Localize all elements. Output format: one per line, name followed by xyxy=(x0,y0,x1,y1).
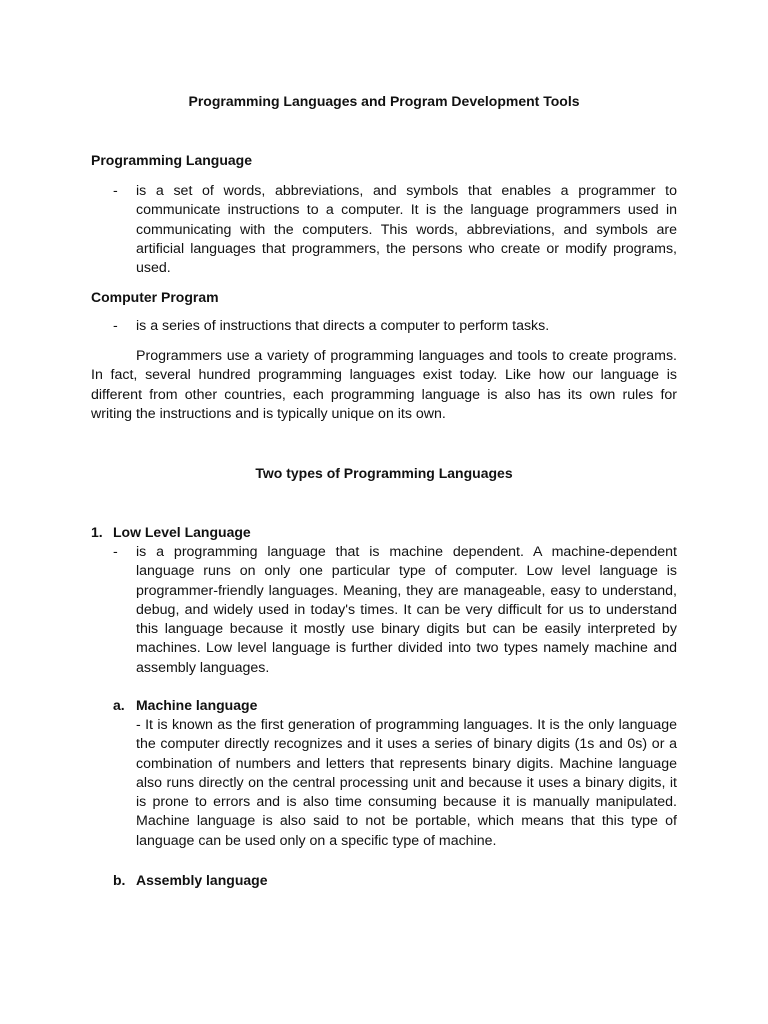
heading-machine-language-text: Machine language xyxy=(136,697,258,713)
heading-low-level-language xyxy=(91,523,251,542)
bullet-dash: - xyxy=(113,544,118,560)
heading-machine-language xyxy=(113,696,257,715)
list-number: 1. xyxy=(91,524,103,540)
heading-computer-program: Computer Program xyxy=(91,289,219,305)
heading-assembly-language-text: Assembly language xyxy=(136,872,268,888)
heading-two-types: Two types of Programming Languages xyxy=(255,465,513,481)
bullet-text-low-level: is a programming language that is machine dependent. A machine-dependent language runs on only one particular type of computer. Low level language is programmer-friendly languages. Meaning, they are manageable, easy to understand, debug, and widely used in today's times. It can be very difficult for us to understand this language because it mostly use binary digits but can be easily interpreted by machines. Low level language is further divided into two types namely machine and assembly languages. xyxy=(136,544,677,676)
bullet-dash: - xyxy=(113,318,118,334)
bullet-text-programming-language: is a set of words, abbreviations, and symbols that enables a programmer to communicate instructions to a computer. It is the language programmers used in communicating with the computers. This words, abbreviations, and symbols are artificial languages that programmers, the persons who create or modify programs, used. xyxy=(136,183,677,277)
heading-low-level-text: Low Level Language xyxy=(113,524,251,540)
document-title: Programming Languages and Program Development Tools xyxy=(188,93,580,109)
bullet-text-computer-program: is a series of instructions that directs a computer to perform tasks. xyxy=(136,318,550,334)
heading-programming-language: Programming Language xyxy=(91,152,253,168)
paragraph-machine-language: - It is known as the first generation of programming languages. It is the only language the computer directly recognizes and it uses a series of binary digits (1s and 0s) or a combination of numbers and letters that represents binary digits. Machine language also runs directly on the central processing unit and because it uses a binary digits, it is prone to errors and is also time consuming because it is manually manipulated. Machine language is also said to not be portable, which means that this type of language can be used only on a specific type of machine. xyxy=(136,717,677,849)
bullet-dash: - xyxy=(113,183,118,199)
list-letter: b. xyxy=(113,872,126,888)
bullet-low-level xyxy=(113,543,677,678)
bullet-computer-program xyxy=(113,317,677,336)
bullet-programming-language xyxy=(113,182,677,278)
heading-assembly-language xyxy=(113,871,268,890)
list-letter: a. xyxy=(113,697,125,713)
paragraph-programmers: Programmers use a variety of programming languages and tools to create programs. In fact, several hundred programming languages exist today. Like how our language is different from other countries, each programming language is also has its own rules for writing the instructions and is typically unique on its own. xyxy=(91,348,677,422)
